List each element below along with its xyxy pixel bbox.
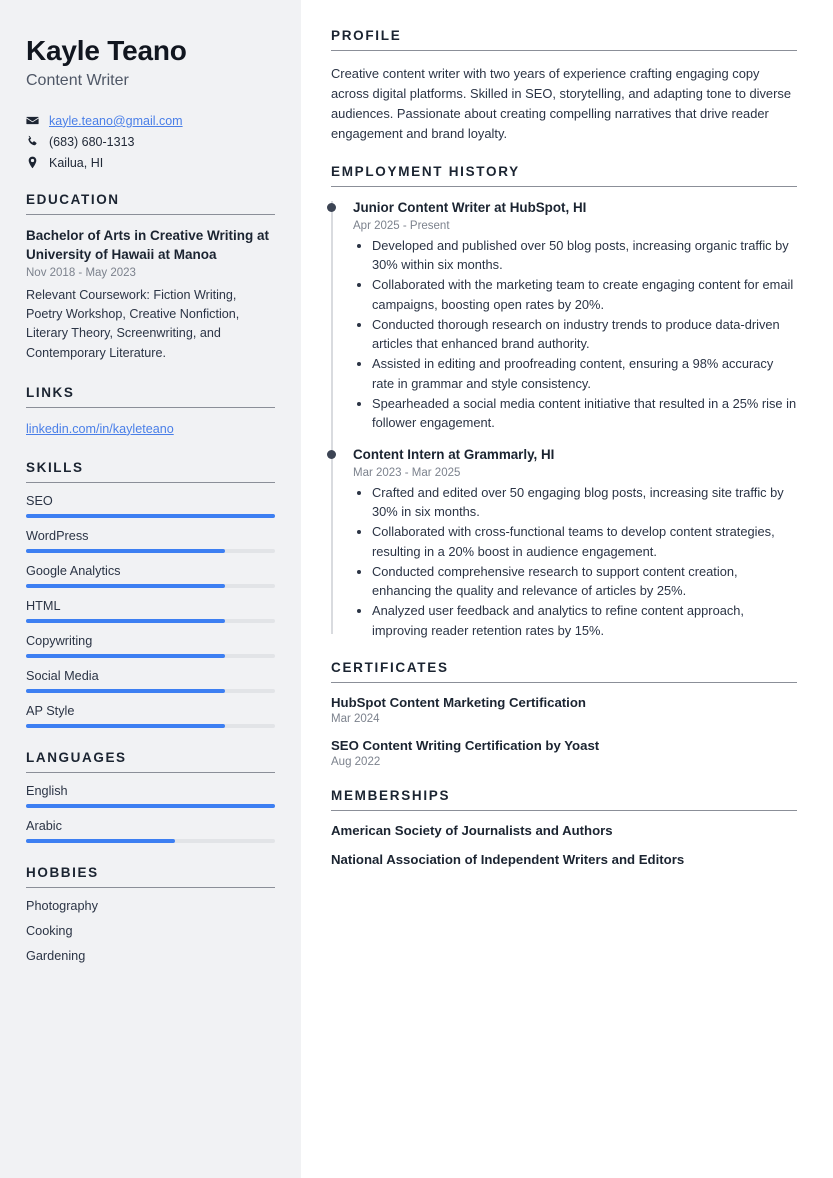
skill-level-fill [26,724,225,728]
contact-list [26,114,275,170]
skill-item [26,529,275,553]
skill-level-track [26,514,275,518]
contact-location-value: Kailua, HI [49,155,104,170]
section-links-heading: LINKS [26,384,75,400]
language-level-fill [26,804,275,808]
skill-level-track [26,689,275,693]
skill-level-track [26,619,275,623]
section-languages [26,750,275,843]
main-column [301,0,833,1178]
language-item [26,819,275,843]
employment-date: Apr 2025 - Present [353,219,450,232]
section-memberships-heading: MEMBERSHIPS [331,788,451,804]
employment-bullet: • Developed and published over 50 blog posts, increasing organic traffic by 30% within six months. [372,236,797,275]
divider [331,810,797,811]
skill-item [26,599,275,623]
language-label: English [26,783,68,798]
section-skills-heading: SKILLS [26,459,84,475]
employment-date: Mar 2023 - Mar 2025 [353,466,461,479]
language-item [26,784,275,808]
timeline-dot-icon [327,450,336,459]
employment-bullet: • Collaborated with cross-functional teams to develop content strategies, resulting in a 20% boost in audience engagement. [372,522,797,561]
candidate-job-title: Content Writer [26,72,129,90]
skill-item [26,564,275,588]
phone-icon [26,135,43,148]
section-certificates [331,660,797,768]
section-employment-heading: EMPLOYMENT HISTORY [331,164,520,180]
employment-entry [353,199,797,432]
education-date: Nov 2018 - May 2023 [26,267,136,280]
hobby-item: Photography [26,898,98,913]
skill-label: SEO [26,493,53,508]
skill-level-fill [26,689,225,693]
membership-entry: American Society of Journalists and Authors [331,823,613,839]
link-item-linkedin[interactable]: linkedin.com/in/kayleteano [26,421,174,436]
employment-bullet: • Collaborated with the marketing team to create engaging content for email campaigns, boosting open rates by 20%. [372,275,797,314]
section-certificates-heading: CERTIFICATES [331,660,449,676]
skill-item [26,494,275,518]
employment-bullet: • Crafted and edited over 50 engaging blog posts, increasing site traffic by 30% in six months. [372,483,797,522]
language-label: Arabic [26,818,62,833]
language-level-track [26,839,275,843]
certificate-entry [331,695,797,725]
contact-phone-value: (683) 680-1313 [49,134,135,149]
divider [26,407,275,408]
employment-bullet: • Assisted in editing and proofreading content, ensuring a 98% accuracy rate in grammar and style consistency. [372,354,797,393]
divider [26,772,275,773]
skill-level-track [26,584,275,588]
skill-label: Copywriting [26,633,93,648]
skill-item [26,704,275,728]
section-links [26,385,275,438]
employment-timeline [331,199,797,640]
employment-bullets [353,483,797,640]
section-employment [331,164,797,640]
skill-label: WordPress [26,528,89,543]
employment-bullet: • Spearheaded a social media content initiative that resulted in a 25% rise in follower engagement. [372,394,797,433]
section-skills [26,460,275,728]
skill-level-track [26,549,275,553]
envelope-icon [26,114,43,127]
certificate-entry [331,738,797,768]
skill-level-track [26,724,275,728]
employment-entry [353,446,797,640]
contact-email-value[interactable]: kayle.teano@gmail.com [49,113,183,128]
hobby-item: Gardening [26,948,86,963]
divider [331,50,797,51]
skill-level-fill [26,654,225,658]
timeline-dot-icon [327,203,336,212]
divider [331,682,797,683]
profile-text: Creative content writer with two years of experience crafting engaging copy across digital platforms. Skilled in SEO, storytelling, and adapting tone to diverse audiences. Passionate about creating compelling narratives that drive reader engagement and brand loyalty. [331,65,792,142]
skills-list [26,494,275,728]
skill-level-track [26,654,275,658]
section-hobbies-heading: HOBBIES [26,864,99,880]
certificate-date: Aug 2022 [331,756,381,769]
section-profile [331,28,797,144]
skill-level-fill [26,549,225,553]
employment-bullets [353,236,797,433]
skill-label: HTML [26,598,61,613]
section-languages-heading: LANGUAGES [26,749,127,765]
education-degree: Bachelor of Arts in Creative Writing at University of Hawaii at Manoa [26,227,270,262]
divider [26,887,275,888]
employment-bullet: • Conducted thorough research on industry trends to produce data-driven articles that enhanced brand authority. [372,315,797,354]
skill-item [26,634,275,658]
section-hobbies [26,865,275,963]
sidebar [0,0,301,1178]
contact-location [26,156,275,170]
certificate-title: SEO Content Writing Certification by Yoast [331,738,600,754]
hobby-item: Cooking [26,923,73,938]
employment-bullet: • Analyzed user feedback and analytics to refine content approach, improving reader retention rates by 15%. [372,601,797,640]
section-profile-heading: PROFILE [331,28,402,43]
languages-list [26,784,275,843]
skill-label: Social Media [26,668,99,683]
employment-bullet: • Conducted comprehensive research to support content creation, enhancing the quality and relevance of articles by 25%. [372,562,797,601]
candidate-name: Kayle Teano [26,35,187,66]
skill-level-fill [26,584,225,588]
contact-phone [26,135,275,149]
language-level-track [26,804,275,808]
skill-label: Google Analytics [26,563,121,578]
divider [331,186,797,187]
employment-role: Content Intern at Grammarly, HI [353,447,555,463]
contact-email[interactable] [26,114,275,128]
location-pin-icon [26,156,43,169]
timeline-line [331,201,333,634]
skill-level-fill [26,514,275,518]
membership-entry: National Association of Independent Writers and Editors [331,852,685,868]
skill-item [26,669,275,693]
skill-label: AP Style [26,703,75,718]
section-education-heading: EDUCATION [26,191,120,207]
divider [26,482,275,483]
section-memberships [331,788,797,867]
employment-role: Junior Content Writer at HubSpot, HI [353,200,587,216]
certificate-date: Mar 2024 [331,713,380,726]
skill-level-fill [26,619,225,623]
certificate-title: HubSpot Content Marketing Certification [331,695,586,711]
education-description: Relevant Coursework: Fiction Writing, Poetry Workshop, Creative Nonfiction, Literary Theory, Screenwriting, and Contemporary Literature. [26,288,240,360]
divider [26,214,275,215]
language-level-fill [26,839,175,843]
section-education [26,192,275,363]
